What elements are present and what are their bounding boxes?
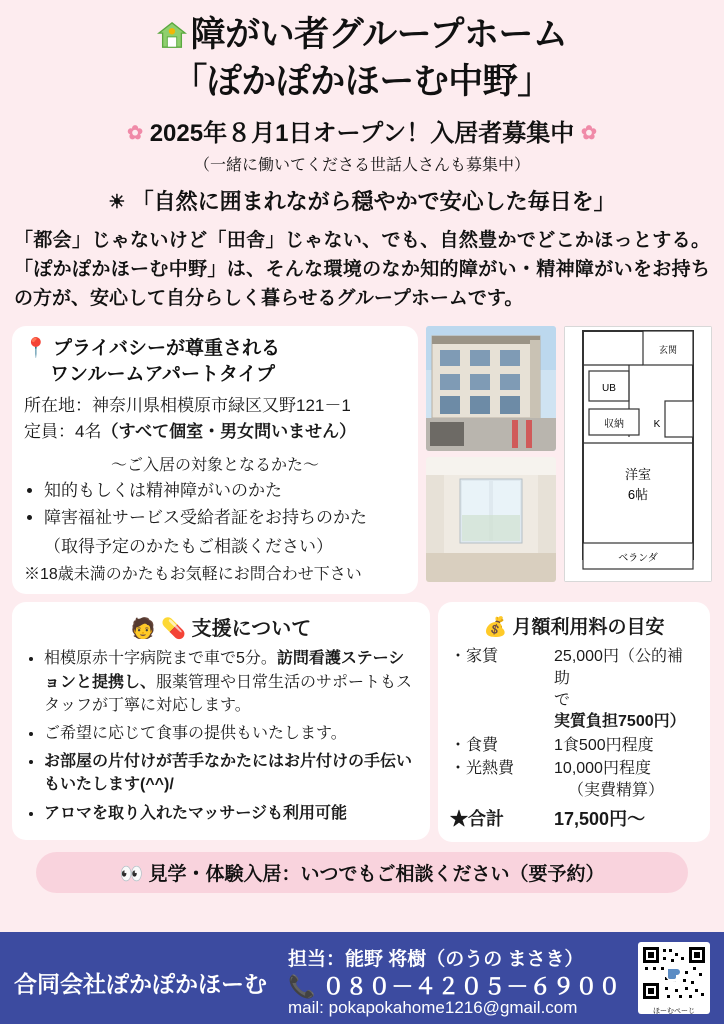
map-pin-icon: 📍 [24,337,48,359]
list-item [44,647,418,717]
bullet: ・ [450,648,467,666]
list-item: • 知的もしくは精神障がいのかた [44,479,406,504]
support-card [12,602,430,839]
money-bag-icon: 💰 [483,617,508,639]
phone-icon: 📞 [288,974,317,999]
privacy-card [12,326,418,595]
fee-value: 1食500円程度 [554,736,654,754]
table-row [450,734,698,758]
support-item-1-a: 相模原赤十字病院まで車で5分。 [44,650,277,668]
mid-section [12,326,712,595]
fee-value-main: 25,000円（公的補助 [554,648,683,688]
support-item-3-b: お部屋の片付けが苦手なかたにはお片付けの手伝いもいたします(^^)/ [44,753,413,794]
support-item-1-c: 服薬管理や日常生活のサポートもスタッフが丁寧に対応します。 [44,673,413,714]
fee-heading [450,612,698,639]
privacy-heading-1: プライバシーが尊重される [52,337,281,359]
lead-paragraph: 「都会」じゃないけど「田舎」じゃない、でも、自然豊かでどこかほっとする。「ぽかぽかほーむ中野」は、そんな環境のなか知的障がい・精神障がいをお持ちの方が、安心して自分らしく暮らせるグループホームです。 [14,229,710,310]
flower-icon: ✿ [580,122,597,144]
catch-quote [0,185,724,216]
phone-number: ０８０－４２０５－６９００ [322,974,622,999]
svg-text:K: K [653,418,661,430]
target-item-2-text: 障害福祉サービス受給者証をお持ちのかた [44,507,367,527]
table-row [450,757,698,802]
svg-text:ベランダ: ベランダ [618,552,658,564]
fee-value-sub-plain: （実費精算） [568,782,665,800]
fee-total-value: 17,500円～ [554,808,646,829]
page-title-line2: 「ぽかぽかほーむ中野」 [172,62,552,102]
support-heading [24,612,418,641]
address-line: 所在地：神奈川県相模原市緑区又野121－1 [24,396,351,416]
medical-icon: 💊 [161,618,187,641]
qr-caption: ほーむぺーじ [653,1008,695,1015]
fee-value [554,757,698,802]
target-sub-note: （取得予定のかたもご相談ください） [44,537,333,557]
apartment-exterior-photo [426,326,556,451]
fee-label: 光熱費 [466,760,515,778]
room-interior-photo [426,457,556,582]
fee-value [554,645,698,733]
address-block [24,393,406,444]
fee-table [450,645,698,831]
fee-card [438,602,710,841]
person-icon: 🧑 [130,618,156,641]
email-row[interactable]: mail: pokapokahome1216@gmail.com [288,998,578,1017]
svg-text:玄関: 玄関 [658,344,678,355]
floor-plan [564,326,712,582]
fee-value-sub-plain: で [554,691,571,709]
list-item [44,802,418,825]
open-text: 2025年８月1日オープン！入居者募集中 [149,119,575,147]
sun-icon: ☀ [108,191,126,213]
lower-section [12,602,712,841]
qr-code[interactable] [638,942,710,1014]
flower-icon: ✿ [127,122,144,144]
svg-text:UB: UB [602,382,616,394]
list-item [44,750,418,796]
fee-label: 食費 [466,736,499,754]
fee-value-main: 10,000円程度 [554,760,651,778]
staff-recruit-note: （一緒に働いてくださる世話人さんも募集中） [193,156,530,174]
support-heading-text: 支援について [191,618,312,641]
bullet: ・ [450,736,467,754]
header [0,0,724,216]
company-name: 合同会社ぽかぽかほーむ [14,971,267,997]
svg-text:洋室: 洋室 [624,466,652,482]
fee-total-label: ★合計 [450,808,504,829]
house-icon [157,18,187,59]
svg-text:収納: 収納 [604,418,624,430]
table-row [450,645,698,733]
svg-text:6帖: 6帖 [627,486,649,502]
list-item: • ご希望に応じて食事の提供もいたします。 [44,722,418,745]
catch-quote-text: 「自然に囲まれながら穏やかで安心した毎日を」 [131,188,616,214]
table-row-total [450,803,698,832]
bullet: ・ [450,760,467,778]
title-text-1: 障がい者グループホーム [190,15,568,54]
capacity-line [24,419,406,445]
visit-banner[interactable] [36,852,688,893]
capacity-detail: （すべて個室・男女問いません） [101,421,357,441]
page-title-line1 [0,14,724,59]
contact-person: 担当：能野 将樹（のうの まさき） [288,949,584,970]
target-heading: ～ご入居の対象となるかた～ [110,457,319,475]
support-list [24,647,418,824]
privacy-heading [24,336,406,387]
footer [0,932,724,1024]
age-note: ※18歳未満のかたもお気軽にお問合わせ下さい [24,566,362,584]
photo-column [426,326,556,582]
visit-banner-text: 見学・体験入居：いつでもご相談ください（要予約） [148,863,605,885]
list-item [44,506,406,531]
eyes-icon: 👀 [119,863,144,885]
target-list [24,479,406,530]
capacity-prefix: 定員：4名 [24,421,102,441]
support-item-1-b: 訪問看護ステーションと提携し、 [44,650,405,691]
open-announcement [0,113,724,148]
fee-heading-text: 月額利用料の目安 [512,617,665,639]
privacy-heading-2: ワンルームアパートタイプ [50,363,276,385]
fee-label: 家賃 [466,648,499,666]
phone-row[interactable] [288,970,621,1001]
fee-value-sub-bold: 実質負担7500円） [554,713,686,731]
support-item-4-b: アロマを取り入れたマッサージも利用可能 [44,804,348,822]
